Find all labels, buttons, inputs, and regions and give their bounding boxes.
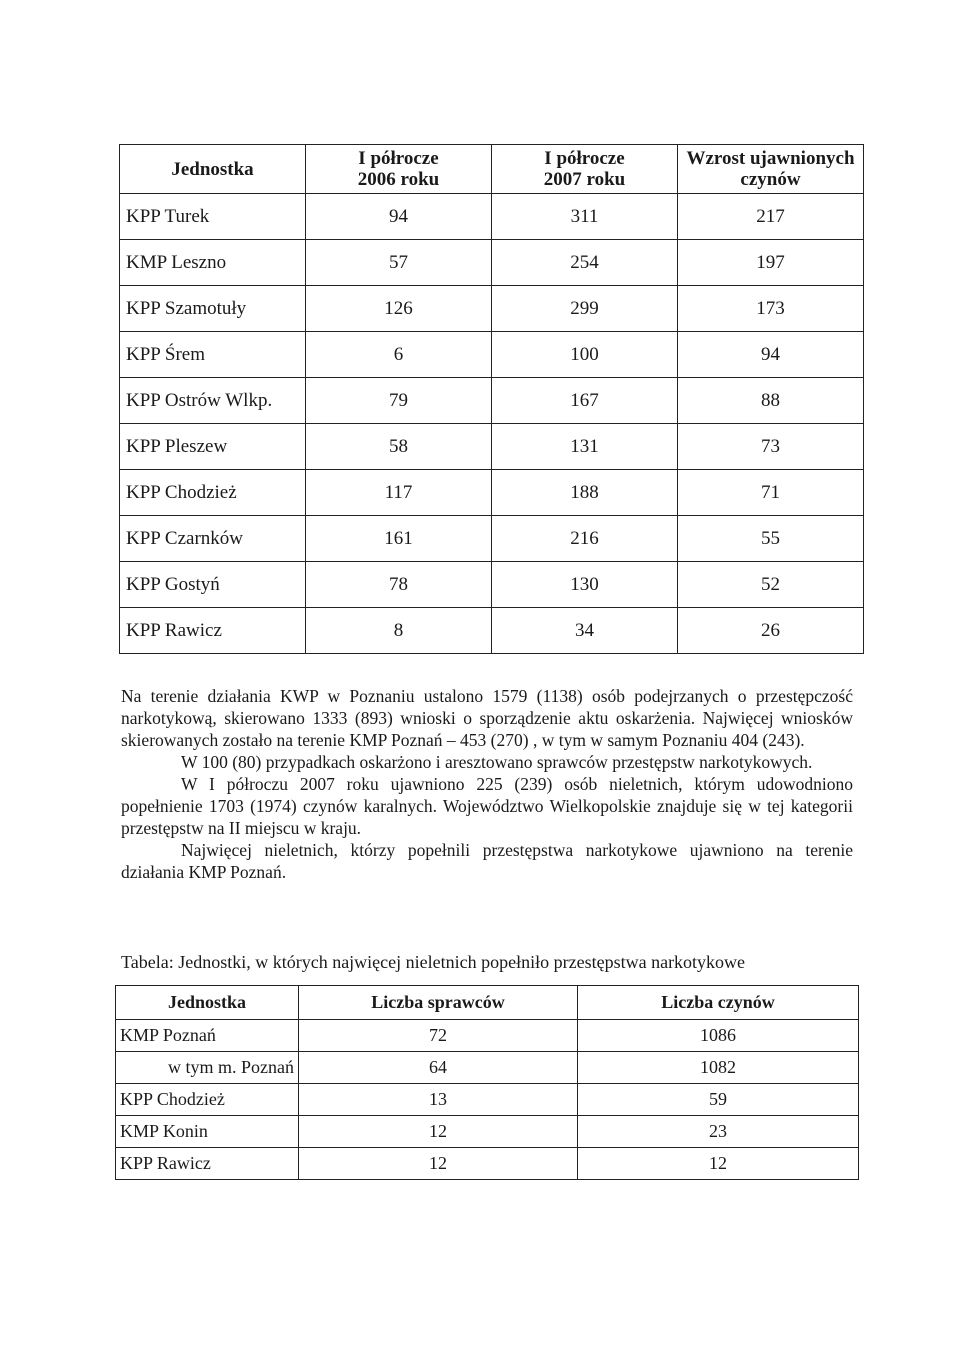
cell-increase: 52: [678, 562, 864, 608]
header-unit: Jednostka: [120, 145, 306, 194]
cell-h1-2007: 130: [492, 562, 678, 608]
cell-h1-2007: 311: [492, 194, 678, 240]
cell-unit: KPP Śrem: [120, 332, 306, 378]
cell-unit: KMP Leszno: [120, 240, 306, 286]
paragraph: Najwięcej nieletnich, którzy popełnili przestępstwa narkotykowe ujawniono na terenie działania KMP Poznań.: [121, 840, 853, 882]
cell-unit: KPP Turek: [120, 194, 306, 240]
cell-acts: 23: [578, 1116, 859, 1148]
cell-unit: KPP Chodzież: [116, 1084, 299, 1116]
cell-h1-2006: 78: [306, 562, 492, 608]
cell-unit: KPP Pleszew: [120, 424, 306, 470]
cell-increase: 26: [678, 608, 864, 654]
cell-increase: 55: [678, 516, 864, 562]
table-row: [120, 424, 864, 470]
cell-unit: w tym m. Poznań: [116, 1052, 299, 1084]
header-acts: Liczba czynów: [578, 986, 859, 1020]
cell-increase: 73: [678, 424, 864, 470]
cell-h1-2007: 216: [492, 516, 678, 562]
paragraph: W 100 (80) przypadkach oskarżono i aresztowano sprawców przestępstw narkotykowych.: [181, 752, 813, 772]
cell-h1-2007: 100: [492, 332, 678, 378]
cell-unit: KMP Poznań: [116, 1020, 299, 1052]
table-row: [120, 470, 864, 516]
cell-perpetrators: 12: [299, 1148, 578, 1180]
cell-unit: KPP Szamotuły: [120, 286, 306, 332]
cell-h1-2006: 126: [306, 286, 492, 332]
body-text: [121, 685, 853, 883]
table-row: [120, 516, 864, 562]
table-caption: Tabela: Jednostki, w których najwięcej nieletnich popełniło przestępstwa narkotykowe: [121, 952, 746, 972]
header-perpetrators: Liczba sprawców: [299, 986, 578, 1020]
cell-h1-2007: 299: [492, 286, 678, 332]
table-row: [116, 1084, 859, 1116]
cell-unit: KPP Gostyń: [120, 562, 306, 608]
table-juvenile-offenders: [115, 985, 859, 1180]
table-row: [120, 562, 864, 608]
cell-h1-2006: 161: [306, 516, 492, 562]
cell-increase: 88: [678, 378, 864, 424]
cell-h1-2007: 188: [492, 470, 678, 516]
cell-acts: 1086: [578, 1020, 859, 1052]
table-row: [116, 1116, 859, 1148]
cell-increase: 217: [678, 194, 864, 240]
header-unit: Jednostka: [116, 986, 299, 1020]
table-row: [120, 240, 864, 286]
paragraph: Na terenie działania KWP w Poznaniu ustalono 1579 (1138) osób podejrzanych o przestępczość narkotykową, skierowano 1333 (893) wnioski o sporządzenie aktu oskarżenia. Najwięcej wniosków skierowanych zostało na terenie KMP Poznań – 453 (270) , w tym w samym Poznaniu 404 (243).: [121, 686, 853, 750]
table-header-row: [116, 986, 859, 1020]
cell-perpetrators: 64: [299, 1052, 578, 1084]
cell-h1-2006: 117: [306, 470, 492, 516]
cell-unit: KPP Czarnków: [120, 516, 306, 562]
cell-unit: KPP Rawicz: [116, 1148, 299, 1180]
cell-h1-2007: 167: [492, 378, 678, 424]
cell-increase: 94: [678, 332, 864, 378]
cell-acts: 12: [578, 1148, 859, 1180]
cell-increase: 173: [678, 286, 864, 332]
cell-h1-2006: 8: [306, 608, 492, 654]
table-row: [116, 1148, 859, 1180]
header-h1-2006: I półrocze 2006 roku: [306, 145, 492, 194]
paragraph: W I półroczu 2007 roku ujawniono 225 (239) osób nieletnich, którym udowodniono popełnienie 1703 (1974) czynów karalnych. Województwo Wielkopolskie znajduje się w tej kategorii przestępstw na II miejscu w kraju.: [121, 774, 853, 838]
table-row: [120, 332, 864, 378]
table-row: [120, 286, 864, 332]
table-row: [120, 194, 864, 240]
cell-perpetrators: 12: [299, 1116, 578, 1148]
cell-unit: KPP Rawicz: [120, 608, 306, 654]
cell-unit: KMP Konin: [116, 1116, 299, 1148]
cell-h1-2006: 6: [306, 332, 492, 378]
cell-acts: 59: [578, 1084, 859, 1116]
cell-h1-2007: 131: [492, 424, 678, 470]
table-row: [120, 608, 864, 654]
cell-h1-2007: 34: [492, 608, 678, 654]
table-row: [116, 1020, 859, 1052]
header-h1-2007: I półrocze 2007 roku: [492, 145, 678, 194]
header-increase: Wzrost ujawnionych czynów: [678, 145, 864, 194]
table-drug-crime-increase: [119, 144, 864, 654]
cell-perpetrators: 13: [299, 1084, 578, 1116]
cell-h1-2007: 254: [492, 240, 678, 286]
cell-h1-2006: 79: [306, 378, 492, 424]
cell-h1-2006: 58: [306, 424, 492, 470]
cell-increase: 197: [678, 240, 864, 286]
table-row: [120, 378, 864, 424]
cell-acts: 1082: [578, 1052, 859, 1084]
cell-unit: KPP Chodzież: [120, 470, 306, 516]
cell-h1-2006: 94: [306, 194, 492, 240]
table-header-row: [120, 145, 864, 194]
table-row: [116, 1052, 859, 1084]
cell-perpetrators: 72: [299, 1020, 578, 1052]
cell-unit: KPP Ostrów Wlkp.: [120, 378, 306, 424]
cell-h1-2006: 57: [306, 240, 492, 286]
cell-increase: 71: [678, 470, 864, 516]
